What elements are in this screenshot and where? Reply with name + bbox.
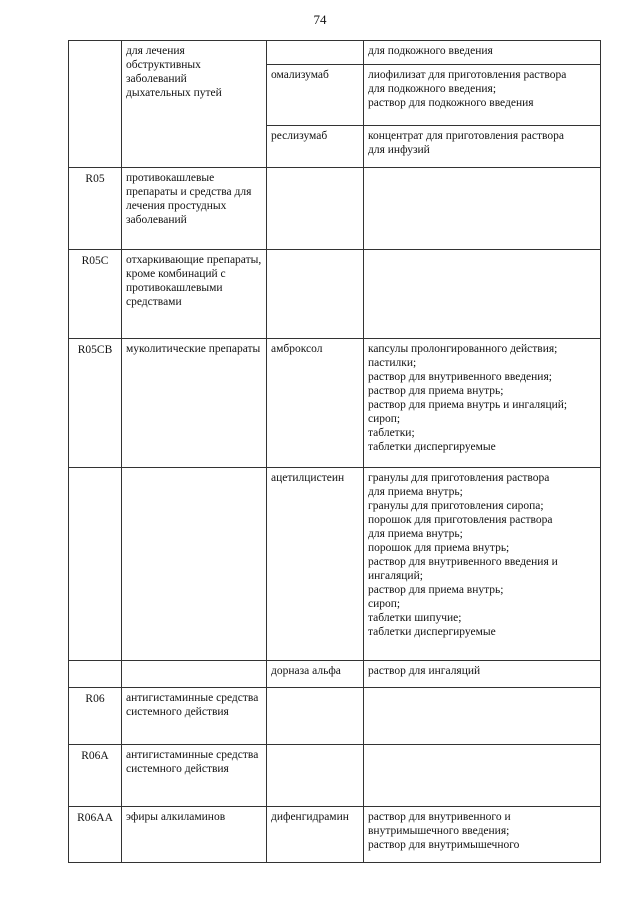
dosage-form-line: таблетки шипучие; xyxy=(368,612,462,624)
dosage-form-line: для подкожного введения; xyxy=(368,83,497,95)
drug-name-cell xyxy=(267,41,364,65)
drug-name-cell: ацетилцистеин xyxy=(267,468,364,661)
drug-name-cell xyxy=(267,688,364,745)
drug-name-cell: реслизумаб xyxy=(267,126,364,168)
dosage-form-cell xyxy=(364,126,601,168)
dosage-form-cell xyxy=(364,807,601,863)
atc-code-cell: R06 xyxy=(69,688,122,745)
atc-group-cell xyxy=(122,807,267,863)
table-row xyxy=(69,688,601,745)
atc-group-cell xyxy=(122,468,267,661)
dosage-form-line: раствор для подкожного введения xyxy=(368,97,534,109)
table-row xyxy=(69,468,601,661)
atc-code-cell: R05 xyxy=(69,168,122,250)
atc-code-cell xyxy=(69,468,122,661)
dosage-form-line: концентрат для приготовления раствора xyxy=(368,130,564,142)
dosage-form-cell xyxy=(364,688,601,745)
atc-group-text: муколитические препараты xyxy=(126,343,261,355)
atc-group-text: отхаркивающие препараты, кроме комбинаций с противокашлевыми средствами xyxy=(126,254,262,308)
dosage-form-cell xyxy=(364,468,601,661)
atc-code-cell: R06A xyxy=(69,745,122,807)
dosage-form-line: гранулы для приготовления сиропа; xyxy=(368,500,544,512)
drug-name-cell xyxy=(267,745,364,807)
dosage-form-cell xyxy=(364,65,601,126)
dosage-form-line: таблетки; xyxy=(368,427,415,439)
atc-group-text: противокашлевые препараты и средства для лечения простудных заболеваний xyxy=(126,172,252,226)
drug-table xyxy=(68,40,601,863)
dosage-form-line: для приема внутрь; xyxy=(368,528,463,540)
table-row xyxy=(69,807,601,863)
dosage-form-line: раствор для приема внутрь и ингаляций; xyxy=(368,399,568,411)
atc-group-cell xyxy=(122,41,267,168)
dosage-form-line: таблетки диспергируемые xyxy=(368,626,496,638)
atc-group-text: эфиры алкиламинов xyxy=(126,811,226,823)
atc-group-cell xyxy=(122,168,267,250)
group-line: дыхательных путей xyxy=(126,87,222,99)
dosage-form-cell xyxy=(364,168,601,250)
dosage-form-line: гранулы для приготовления раствора xyxy=(368,472,550,484)
drug-name-cell xyxy=(267,168,364,250)
drug-name-cell: омализумаб xyxy=(267,65,364,126)
dosage-form-line: для подкожного введения xyxy=(368,45,493,57)
dosage-form-cell xyxy=(364,250,601,339)
atc-group-cell xyxy=(122,688,267,745)
dosage-form-line: сироп; xyxy=(368,598,401,610)
atc-group-text: антигистаминные средства системного действия xyxy=(126,692,259,718)
dosage-form-cell xyxy=(364,745,601,807)
dosage-form-line: лиофилизат для приготовления раствора xyxy=(368,69,567,81)
dosage-form-line: ингаляций; xyxy=(368,570,423,582)
dosage-form-cell xyxy=(364,41,601,65)
dosage-form-line: для инфузий xyxy=(368,144,430,156)
dosage-form-line: раствор для приема внутрь; xyxy=(368,584,504,596)
drug-name-cell xyxy=(267,250,364,339)
dosage-form-line: раствор для приема внутрь; xyxy=(368,385,504,397)
atc-code-cell: R06AA xyxy=(69,807,122,863)
atc-group-cell xyxy=(122,339,267,468)
dosage-form-cell xyxy=(364,661,601,688)
dosage-form-line: порошок для приема внутрь; xyxy=(368,542,510,554)
atc-code-cell: R05CB xyxy=(69,339,122,468)
dosage-form-line: раствор для внутривенного введения и xyxy=(368,556,558,568)
dosage-form-line: раствор для внутривенного введения; xyxy=(368,371,552,383)
atc-group-cell xyxy=(122,250,267,339)
dosage-form-line: раствор для внутримышечного xyxy=(368,839,520,851)
dosage-form-line: внутримышечного введения; xyxy=(368,825,510,837)
page-number: 74 xyxy=(313,12,327,27)
atc-code-cell xyxy=(69,661,122,688)
table-row xyxy=(69,41,601,65)
atc-group-cell xyxy=(122,661,267,688)
table-row xyxy=(69,168,601,250)
dosage-form-cell xyxy=(364,339,601,468)
drug-name-cell: дифенгидрамин xyxy=(267,807,364,863)
group-line: обструктивных xyxy=(126,59,201,71)
dosage-form-line: таблетки диспергируемые xyxy=(368,441,496,453)
table-row xyxy=(69,661,601,688)
table-row xyxy=(69,250,601,339)
dosage-form-line: порошок для приготовления раствора xyxy=(368,514,553,526)
atc-code-cell: R05C xyxy=(69,250,122,339)
atc-group-cell xyxy=(122,745,267,807)
table-row xyxy=(69,745,601,807)
drug-name-cell: амброксол xyxy=(267,339,364,468)
dosage-form-line: раствор для ингаляций xyxy=(368,665,481,677)
dosage-form-line: для приема внутрь; xyxy=(368,486,463,498)
group-line: для лечения xyxy=(126,45,185,57)
dosage-form-line: сироп; xyxy=(368,413,401,425)
atc-group-text: антигистаминные средства системного действия xyxy=(126,749,259,775)
table-row xyxy=(69,339,601,468)
atc-code-cell xyxy=(69,41,122,168)
dosage-form-line: капсулы пролонгированного действия; xyxy=(368,343,558,355)
group-line: заболеваний xyxy=(126,73,187,85)
dosage-form-line: пастилки; xyxy=(368,357,417,369)
dosage-form-line: раствор для внутривенного и xyxy=(368,811,511,823)
drug-name-cell: дорназа альфа xyxy=(267,661,364,688)
